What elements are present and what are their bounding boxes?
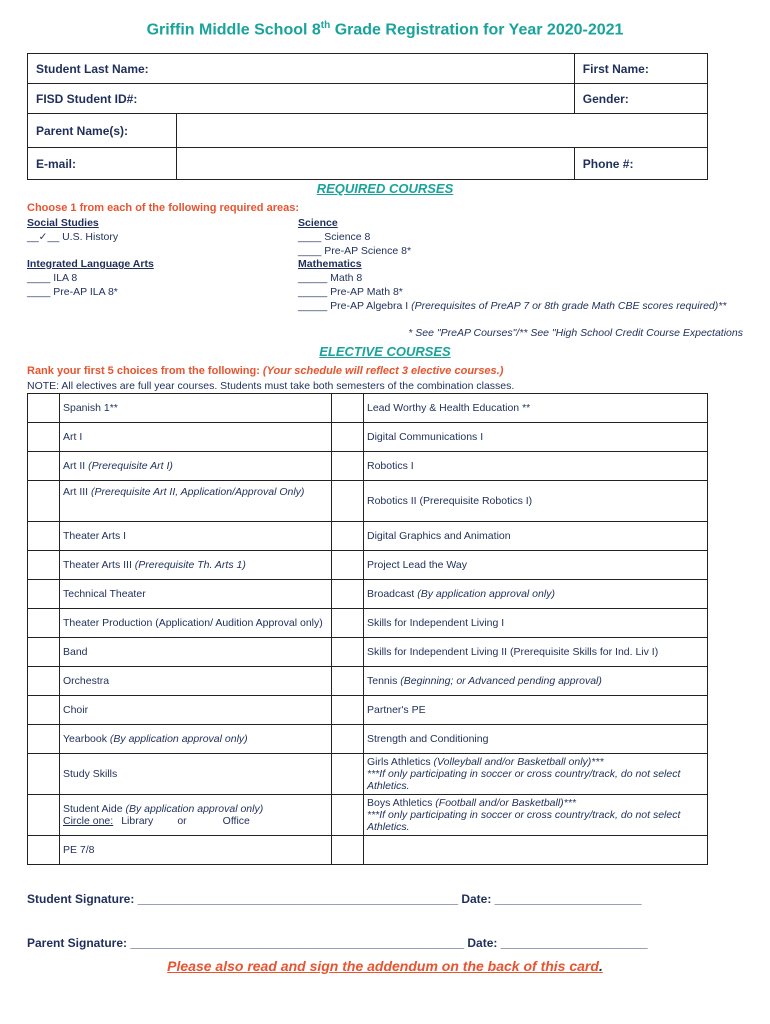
elective-course-left: Band — [60, 638, 332, 667]
student-signature-line[interactable]: Student Signature: ________________________________________________ Date: ______________________ — [27, 892, 642, 906]
rank-input[interactable] — [28, 754, 60, 795]
elective-course-left: Choir — [60, 696, 332, 725]
required-instruction: Choose 1 from each of the following required areas: — [27, 202, 299, 214]
elective-course-right: Girls Athletics (Volleyball and/or Basketball only)*** ***If only participating in soccer or cross country/track, do not select Athletics. — [364, 754, 708, 795]
preap-math8-option[interactable]: _____ Pre-AP Math 8* — [298, 286, 403, 298]
last-name-field[interactable]: Student Last Name: — [28, 54, 575, 84]
page-title — [0, 20, 770, 39]
elective-row — [28, 667, 708, 696]
rank-input[interactable] — [332, 551, 364, 580]
elective-courses-heading: ELECTIVE COURSES — [319, 344, 451, 359]
email-field[interactable] — [177, 148, 575, 180]
rank-input[interactable] — [332, 725, 364, 754]
office-option[interactable]: Office — [222, 815, 250, 827]
elective-course-right: Strength and Conditioning — [364, 725, 708, 754]
elective-row — [28, 423, 708, 452]
title-text: Griffin Middle School 8 — [146, 21, 321, 39]
rank-input[interactable] — [28, 481, 60, 522]
required-courses-heading: REQUIRED COURSES — [316, 181, 454, 196]
elective-course-left: Spanish 1** — [60, 394, 332, 423]
elective-table — [27, 393, 708, 865]
science-label: Science — [298, 217, 338, 229]
first-name-field[interactable]: First Name: — [574, 54, 707, 84]
rank-input[interactable] — [332, 481, 364, 522]
parent-signature-line[interactable]: Parent Signature: __________________________________________________ Date: ______________________ — [27, 936, 648, 950]
circle-one-label: Circle one: — [63, 815, 114, 827]
social-studies-label: Social Studies — [27, 217, 99, 229]
elective-course-left: Theater Arts I — [60, 522, 332, 551]
elective-row — [28, 836, 708, 865]
rank-input[interactable] — [332, 423, 364, 452]
elective-course-left: Study Skills — [60, 754, 332, 795]
elective-course-left: Theater Arts III (Prerequisite Th. Arts 1) — [60, 551, 332, 580]
title-superscript: th — [320, 20, 331, 31]
rank-input[interactable] — [28, 580, 60, 609]
elective-course-right: Boys Athletics (Football and/or Basketball)*** ***If only participating in soccer or cross country/track, do not select Athletics. — [364, 795, 708, 836]
or-text: or — [177, 815, 187, 827]
gender-field[interactable]: Gender: — [574, 84, 707, 114]
rank-input[interactable] — [28, 394, 60, 423]
elective-course-right: Digital Graphics and Animation — [364, 522, 708, 551]
elective-course-right: Broadcast (By application approval only) — [364, 580, 708, 609]
elective-row — [28, 481, 708, 522]
rank-input[interactable] — [28, 423, 60, 452]
rank-input[interactable] — [28, 522, 60, 551]
student-id-field[interactable]: FISD Student ID#: — [28, 84, 575, 114]
rank-input[interactable] — [28, 667, 60, 696]
preap-ila8-option[interactable]: ____ Pre-AP ILA 8* — [27, 286, 118, 298]
elective-course-right: Skills for Independent Living II (Prerequisite Skills for Ind. Liv I) — [364, 638, 708, 667]
library-option[interactable]: Library — [121, 815, 154, 827]
math8-option[interactable]: _____ Math 8 — [298, 272, 363, 284]
phone-field[interactable]: Phone #: — [574, 148, 707, 180]
rank-input[interactable] — [28, 452, 60, 481]
elective-row — [28, 580, 708, 609]
elective-course-right — [364, 836, 708, 865]
rank-input[interactable] — [28, 725, 60, 754]
email-label: E-mail: — [28, 148, 177, 180]
rank-input[interactable] — [28, 609, 60, 638]
rank-input[interactable] — [332, 836, 364, 865]
parent-name-field[interactable] — [177, 114, 708, 148]
elective-course-left: Theater Production (Application/ Audition Approval only) — [60, 609, 332, 638]
rank-input[interactable] — [28, 638, 60, 667]
elective-course-right: Digital Communications I — [364, 423, 708, 452]
elective-course-right: Lead Worthy & Health Education ** — [364, 394, 708, 423]
elective-row — [28, 696, 708, 725]
rank-input[interactable] — [332, 638, 364, 667]
preap-science8-option[interactable]: ____ Pre-AP Science 8* — [298, 245, 412, 257]
elective-course-right: Tennis (Beginning; or Advanced pending approval) — [364, 667, 708, 696]
parent-name-label: Parent Name(s): — [28, 114, 177, 148]
us-history-option[interactable]: __✓__ U.S. History — [27, 231, 119, 243]
elective-course-right: Robotics I — [364, 452, 708, 481]
elective-course-right: Partner's PE — [364, 696, 708, 725]
elective-course-right: Project Lead the Way — [364, 551, 708, 580]
math-label: Mathematics — [298, 258, 362, 270]
elective-course-left: PE 7/8 — [60, 836, 332, 865]
required-footnote: * See "PreAP Courses"/** See "High School Credit Course Expectations — [408, 327, 743, 339]
elective-course-left: Yearbook (By application approval only) — [60, 725, 332, 754]
elective-row — [28, 551, 708, 580]
elective-course-left: Student Aide (By application approval only) Circle one: Library or Office — [60, 795, 332, 836]
elective-row — [28, 725, 708, 754]
elective-course-left: Art III (Prerequisite Art II, Application/Approval Only) — [60, 481, 332, 522]
elective-row — [28, 754, 708, 795]
title-text-end: Grade Registration for Year 2020-2021 — [330, 21, 624, 39]
elective-course-left: Art I — [60, 423, 332, 452]
rank-input[interactable] — [332, 522, 364, 551]
science8-option[interactable]: ____ Science 8 — [298, 231, 371, 243]
ila-label: Integrated Language Arts — [27, 258, 154, 270]
student-info-table — [27, 53, 708, 180]
elective-course-left: Art II (Prerequisite Art I) — [60, 452, 332, 481]
preap-algebra-option[interactable]: _____ Pre-AP Algebra I (Prerequisites of PreAP 7 or 8th grade Math CBE scores required)** — [298, 300, 727, 312]
elective-course-right: Robotics II (Prerequisite Robotics I) — [364, 481, 708, 522]
rank-input[interactable] — [332, 580, 364, 609]
rank-input[interactable] — [28, 551, 60, 580]
elective-row — [28, 394, 708, 423]
rank-input[interactable] — [332, 696, 364, 725]
rank-input[interactable] — [332, 609, 364, 638]
rank-input[interactable] — [332, 394, 364, 423]
ila8-option[interactable]: ____ ILA 8 — [27, 272, 78, 284]
elective-row — [28, 638, 708, 667]
elective-row — [28, 609, 708, 638]
elective-course-left: Orchestra — [60, 667, 332, 696]
rank-input[interactable] — [28, 696, 60, 725]
elective-note: NOTE: All electives are full year courses. Students must take both semesters of the combination classes. — [27, 380, 515, 392]
rank-input[interactable] — [28, 795, 60, 836]
elective-row — [28, 795, 708, 836]
rank-input[interactable] — [332, 452, 364, 481]
elective-course-right: Skills for Independent Living I — [364, 609, 708, 638]
addendum-notice: Please also read and sign the addendum on the back of this card. — [167, 958, 603, 974]
rank-input[interactable] — [332, 754, 364, 795]
rank-input[interactable] — [28, 836, 60, 865]
rank-input[interactable] — [332, 667, 364, 696]
elective-course-left: Technical Theater — [60, 580, 332, 609]
rank-input[interactable] — [332, 795, 364, 836]
rank-instruction: Rank your first 5 choices from the following: (Your schedule will reflect 3 elective courses.) — [27, 365, 504, 377]
elective-row — [28, 452, 708, 481]
elective-row — [28, 522, 708, 551]
